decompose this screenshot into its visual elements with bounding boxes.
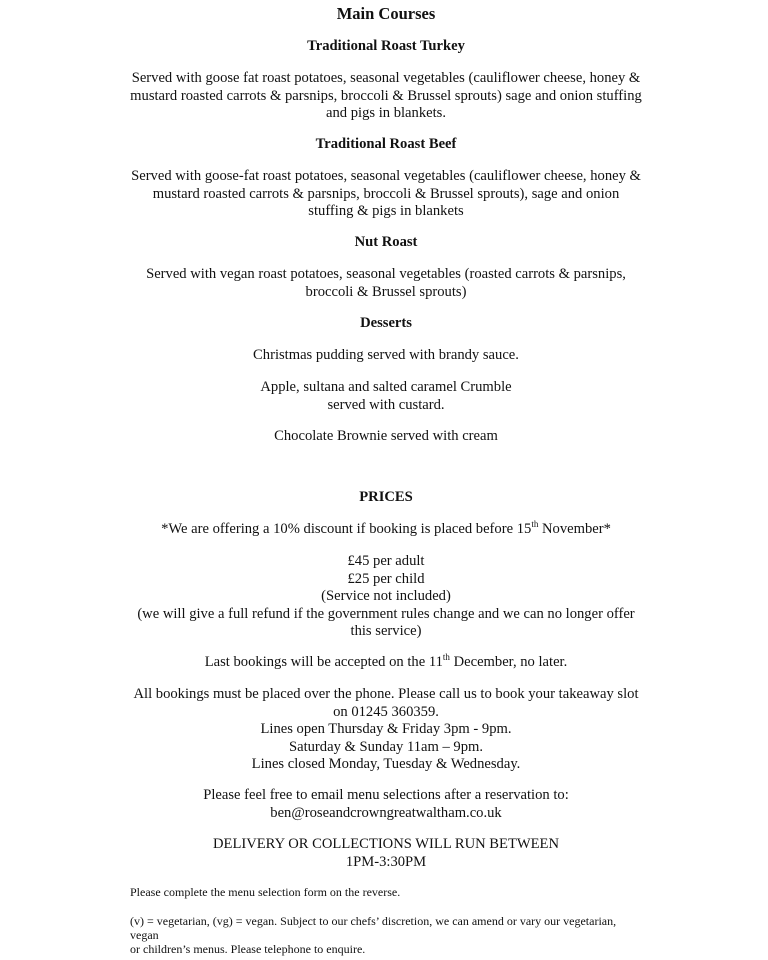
booking-info: All bookings must be placed over the phone. Please call us to book your takeaway slot on 01245 360359. Lines open Thursday & Friday 3pm - 9pm. Saturday & Sunday 11am – 9pm. Lines closed Monday, Tuesday & Wednesday. — [130, 686, 642, 774]
service-note: (Service not included) — [321, 588, 451, 604]
price-list: £45 per adult £25 per child (Service not included) (we will give a full refund if the government rules change and we can no longer offer this service) — [130, 553, 642, 641]
nut-roast-heading: Nut Roast — [354, 234, 418, 250]
refund-note: (we will give a full refund if the government rules change and we can no longer offer — [137, 605, 635, 622]
form-note: Please complete the menu selection form on the reverse. — [130, 885, 401, 899]
email-info: Please feel free to email menu selections after a reservation to: ben@roseandcrowngreatwaltham.co.uk — [130, 787, 642, 822]
nut-roast-description: Served with vegan roast potatoes, seasonal vegetables (roasted carrots & parsnips, broccoli & Brussel sprouts) — [146, 266, 626, 300]
desserts-heading: Desserts — [360, 315, 412, 331]
main-courses-title: Main Courses — [336, 4, 436, 23]
email-address: ben@roseandcrowngreatwaltham.co.uk — [270, 804, 502, 821]
prices-heading: PRICES — [359, 489, 413, 505]
beef-heading: Traditional Roast Beef — [315, 136, 457, 152]
phone-number: on 01245 360359. — [333, 703, 439, 720]
beef-description: Served with goose-fat roast potatoes, seasonal vegetables (cauliflower cheese, honey & mustard roasted carrots & parsnips, broccoli & Brussel sprouts), sage and onion stuffing & pigs in blankets — [131, 168, 641, 219]
dessert-crumble: Apple, sultana and salted caramel Crumble served with custard. — [260, 379, 512, 413]
dessert-christmas-pudding: Christmas pudding served with brandy sauce. — [253, 347, 519, 363]
turkey-description: Served with goose fat roast potatoes, seasonal vegetables (cauliflower cheese, honey & mustard roasted carrots & parsnips, broccoli & Brussel sprouts) sage and onion stuffing and pigs in blankets. — [130, 70, 642, 121]
diet-note: (v) = vegetarian, (vg) = vegan. Subject to our chefs’ discretion, we can amend or vary our vegetarian, vegan or children’s menus. Please telephone to enquire. — [130, 914, 617, 956]
adult-price: £45 per adult — [347, 553, 425, 569]
turkey-heading: Traditional Roast Turkey — [307, 38, 465, 54]
child-price: £25 per child — [347, 570, 425, 587]
dessert-brownie: Chocolate Brownie served with cream — [274, 428, 498, 444]
delivery-info: DELIVERY OR COLLECTIONS WILL RUN BETWEEN 1PM-3:30PM — [212, 836, 560, 870]
last-bookings-note: Last bookings will be accepted on the 11th December, no later. — [204, 652, 568, 670]
discount-note: *We are offering a 10% discount if booking is placed before 15th November* — [161, 519, 611, 537]
